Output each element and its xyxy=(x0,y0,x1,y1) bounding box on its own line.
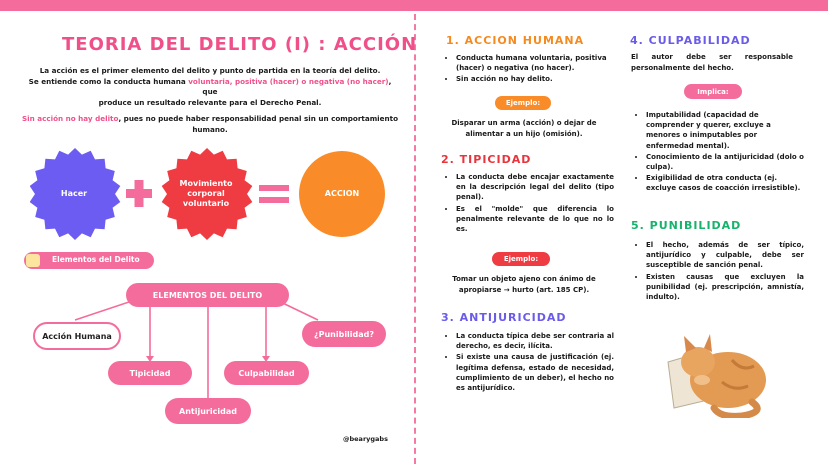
intro-line-1: La acción es el primer elemento del delito y punto de partida en la teoría del delito. xyxy=(39,66,381,75)
section-3-bullet: • Si existe una causa de justificación (ej. legítima defensa, estado de necesidad, cumplimiento de un deber), el hecho no es antijurídico. xyxy=(456,352,614,393)
equals-top xyxy=(259,185,289,191)
section-2-bullet: • Es el "molde" que diferencia lo penalmente relevante de lo que no lo es. xyxy=(456,204,614,235)
intro-text xyxy=(20,66,400,108)
section-5-heading: 5. PUNIBILIDAD xyxy=(631,219,742,232)
top-border xyxy=(0,0,828,11)
movimiento-label: Movimiento corporal voluntario xyxy=(179,179,233,208)
hacer-label: Hacer xyxy=(60,189,88,198)
elements-tag-label: Elementos del Delito xyxy=(52,255,140,264)
cat-with-book-image xyxy=(662,322,772,418)
no-action-line-2: humano. xyxy=(192,124,228,134)
section-1-example: Disparar un arma (acción) o dejar de alimentar a un hijo (omisión). xyxy=(451,119,597,138)
tree-culpabilidad: Culpabilidad xyxy=(224,361,309,385)
tree-root: ELEMENTOS DEL DELITO xyxy=(126,283,289,307)
section-4-bullet: • Imputabilidad (capacidad de comprender y querer, excluye a menores o inimputables por enfermedad mental). xyxy=(646,110,806,151)
section-4-text: El autor debe ser responsable personalmente del hecho. xyxy=(631,53,793,72)
section-2-example: Tomar un objeto ajeno con ánimo de apropiarse → hurto (art. 185 CP). xyxy=(452,275,596,294)
tree-punibilidad: ¿Punibilidad? xyxy=(302,321,386,347)
section-2-bullet: • La conducta debe encajar exactamente en la descripción legal del delito (tipo penal). xyxy=(456,172,614,203)
section-2-heading: 2. TIPICIDAD xyxy=(441,153,532,166)
intro-highlight: voluntaria, positiva (hacer) o negativa (no hacer) xyxy=(188,76,389,86)
section-5-bullets xyxy=(636,240,804,303)
section-2-example-label: Ejemplo: xyxy=(492,252,550,266)
section-4-implica-label: Implica: xyxy=(684,84,742,99)
intro-line-2-c: , que xyxy=(202,76,392,96)
section-1-bullet: • Sin acción no hay delito. xyxy=(456,74,612,84)
elements-tag xyxy=(24,252,154,269)
section-4-bullets xyxy=(636,110,806,195)
tree-antijuricidad: Antijuricidad xyxy=(165,398,251,424)
no-action-line-1 xyxy=(20,114,400,125)
section-3-bullet: • La conducta típica debe ser contraria al derecho, es decir, ilícita. xyxy=(456,331,614,351)
no-action-highlight: Sin acción no hay delito xyxy=(21,114,119,123)
section-1-example-label: Ejemplo: xyxy=(495,96,551,110)
tree-accion-humana: Acción Humana xyxy=(33,322,121,350)
section-5-bullet: • Existen causas que excluyen la punibilidad (ej. prescripción, amnistía, indulto). xyxy=(646,272,804,303)
section-4-heading: 4. CULPABILIDAD xyxy=(630,34,751,47)
equals-bottom xyxy=(259,197,289,203)
section-2-bullets xyxy=(446,172,614,235)
notepad-icon xyxy=(26,254,40,267)
section-5-bullet: • El hecho, además de ser típico, antijurídico y culpable, debe ser susceptible de sanción penal. xyxy=(646,240,804,271)
plus-vertical xyxy=(135,180,144,207)
page-title: TEORIA DEL DELITO (I) : ACCIÓN xyxy=(62,34,418,55)
author-handle: @bearygabs xyxy=(343,435,388,443)
no-action-rest: , pues no puede haber responsabilidad penal sin un comportamiento xyxy=(118,114,399,123)
section-4-bullet: • Conocimiento de la antijuricidad (dolo o culpa). xyxy=(646,152,806,172)
intro-line-2-a: Se entiende como la conducta humana xyxy=(28,76,189,86)
section-1-bullet: • Conducta humana voluntaria, positiva (hacer) o negativa (no hacer). xyxy=(456,53,612,73)
section-1-bullets xyxy=(446,53,612,86)
no-action-text xyxy=(20,114,400,135)
tree-tipicidad: Tipicidad xyxy=(108,361,192,385)
page-divider xyxy=(414,14,416,464)
intro-line-3: produce un resultado relevante para el Derecho Penal. xyxy=(98,97,322,107)
section-3-bullets xyxy=(446,331,614,394)
section-4-bullet: • Exigibilidad de otra conducta (ej. excluye casos de coacción irresistible). xyxy=(646,173,806,193)
intro-line-2 xyxy=(20,77,400,98)
section-3-heading: 3. ANTIJURICIDAD xyxy=(441,311,567,324)
section-1-heading: 1. ACCION HUMANA xyxy=(446,34,585,47)
accion-label: ACCION xyxy=(324,189,360,198)
